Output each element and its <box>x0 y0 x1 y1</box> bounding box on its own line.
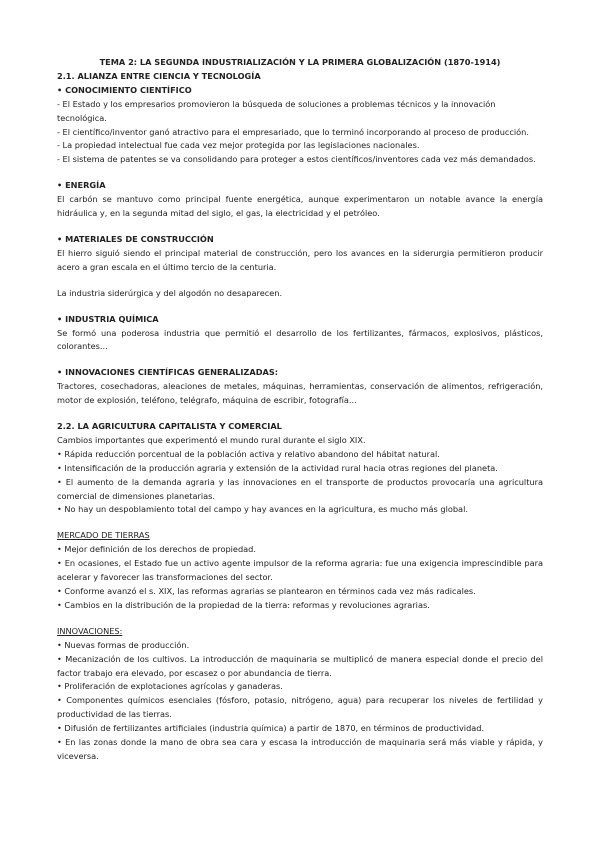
list-item: • Componentes químicos esenciales (fósforo, potasio, nitrógeno, agua) para recuperar los niveles de fertilidad y productividad de las tierras. <box>57 695 543 720</box>
materiales-heading: • MATERIALES DE CONSTRUCCIÓN <box>57 233 214 244</box>
innovaciones-cientificas-heading: • INNOVACIONES CIENTÍFICAS GENERALIZADAS: <box>57 367 279 378</box>
section-2-1-heading: 2.1. ALIANZA ENTRE CIENCIA Y TECNOLOGÍA <box>57 70 261 81</box>
list-item: • Rápida reducción porcentual de la población activa y relativo abandono del hábitat natural. <box>57 448 440 459</box>
section-2-2-heading: 2.2. LA AGRICULTURA CAPITALISTA Y COMERCIAL <box>57 421 282 432</box>
materiales-text-2: La industria siderúrgica y del algodón no desaparecen. <box>57 287 283 298</box>
energia-heading: • ENERGÍA <box>57 180 106 191</box>
list-item: • Intensificación de la producción agraria y extensión de la actividad rural hacia otras regiones del planeta. <box>57 462 498 473</box>
innovaciones-cientificas-text: Tractores, cosechadoras, aleaciones de metales, máquinas, herramientas, conservación de alimentos, refrigeración, motor de explosión, teléfono, telégrafo, máquina de escribir, fotografía... <box>57 381 543 406</box>
conocimiento-line: - La propiedad intelectual fue cada vez mejor protegida por las legislaciones nacionales. <box>57 140 420 151</box>
list-item: • Proliferación de explotaciones agrícolas y ganaderas. <box>57 681 283 692</box>
list-item: • No hay un despoblamiento total del campo y hay avances en la agricultura, es mucho más global. <box>57 504 468 515</box>
materiales-text: El hierro siguió siendo el principal material de construcción, pero los avances en la siderurgia permitieron producir acero a gran escala en el último tercio de la centuria. <box>57 247 543 272</box>
conocimiento-line: - El sistema de patentes se va consolidando para proteger a estos científicos/inventores cada vez más demandados. <box>57 154 536 165</box>
quimica-heading: • INDUSTRIA QUÍMICA <box>57 313 159 324</box>
list-item: • Conforme avanzó el s. XIX, las reformas agrarias se plantearon en términos cada vez más radicales. <box>57 586 476 596</box>
energia-text: El carbón se mantuvo como principal fuente energética, aunque experimentaron un notable avance la energía hidráulica y, en la segunda mitad del siglo, el gas, la electricidad y el petróleo. <box>57 194 543 219</box>
list-item: • En ocasiones, el Estado fue un activo agente impulsor de la reforma agraria: fue una exigencia imprescindible para acelerar y favorecer las transformaciones del sector. <box>57 558 543 583</box>
innovaciones-heading: INNOVACIONES: <box>57 625 123 636</box>
document-title: TEMA 2: LA SEGUNDA INDUSTRIALIZACIÓN Y LA PRIMERA GLOBALIZACIÓN (1870-1914) <box>99 57 501 67</box>
section-2-2-intro: Cambios importantes que experimentó el mundo rural durante el siglo XIX. <box>57 434 366 445</box>
list-item: • El aumento de la demanda agraria y las innovaciones en el transporte de productos provocaría una agricultura comercial de dimensiones planetarias. <box>57 476 543 501</box>
quimica-text: Se formó una poderosa industria que permitió el desarrollo de los fertilizantes, fármacos, explosivos, plásticos, colorantes... <box>57 327 543 352</box>
list-item: • Difusión de fertilizantes artificiales (industria química) a partir de 1870, en términos de productividad. <box>57 723 485 734</box>
conocimiento-line: - El Estado y los empresarios promovieron la búsqueda de soluciones a problemas técnicos y la innovación tecnológica. <box>57 98 496 123</box>
list-item: • Nuevas formas de producción. <box>57 639 190 650</box>
list-item: • En las zonas donde la mano de obra sea cara y escasa la introducción de maquinaria será más viable y rápida, y viceversa. <box>57 737 543 761</box>
list-item: • Mecanización de los cultivos. La introducción de maquinaria se multiplicó de manera especial donde el precio del factor trabajo era elevado, por escasez o por abundancia de tierra. <box>57 653 543 678</box>
conocimiento-line: - El científico/inventor ganó atractivo para el empresariado, que lo terminó incorporando al proceso de producción. <box>57 126 529 137</box>
mercado-heading: MERCADO DE TIERRAS <box>57 530 150 541</box>
conocimiento-heading: • CONOCIMIENTO CIENTÍFICO <box>57 84 192 95</box>
list-item: • Mejor definición de los derechos de propiedad. <box>57 544 256 555</box>
list-item: • Cambios en la distribución de la propiedad de la tierra: reformas y revoluciones agrarias. <box>57 599 430 610</box>
